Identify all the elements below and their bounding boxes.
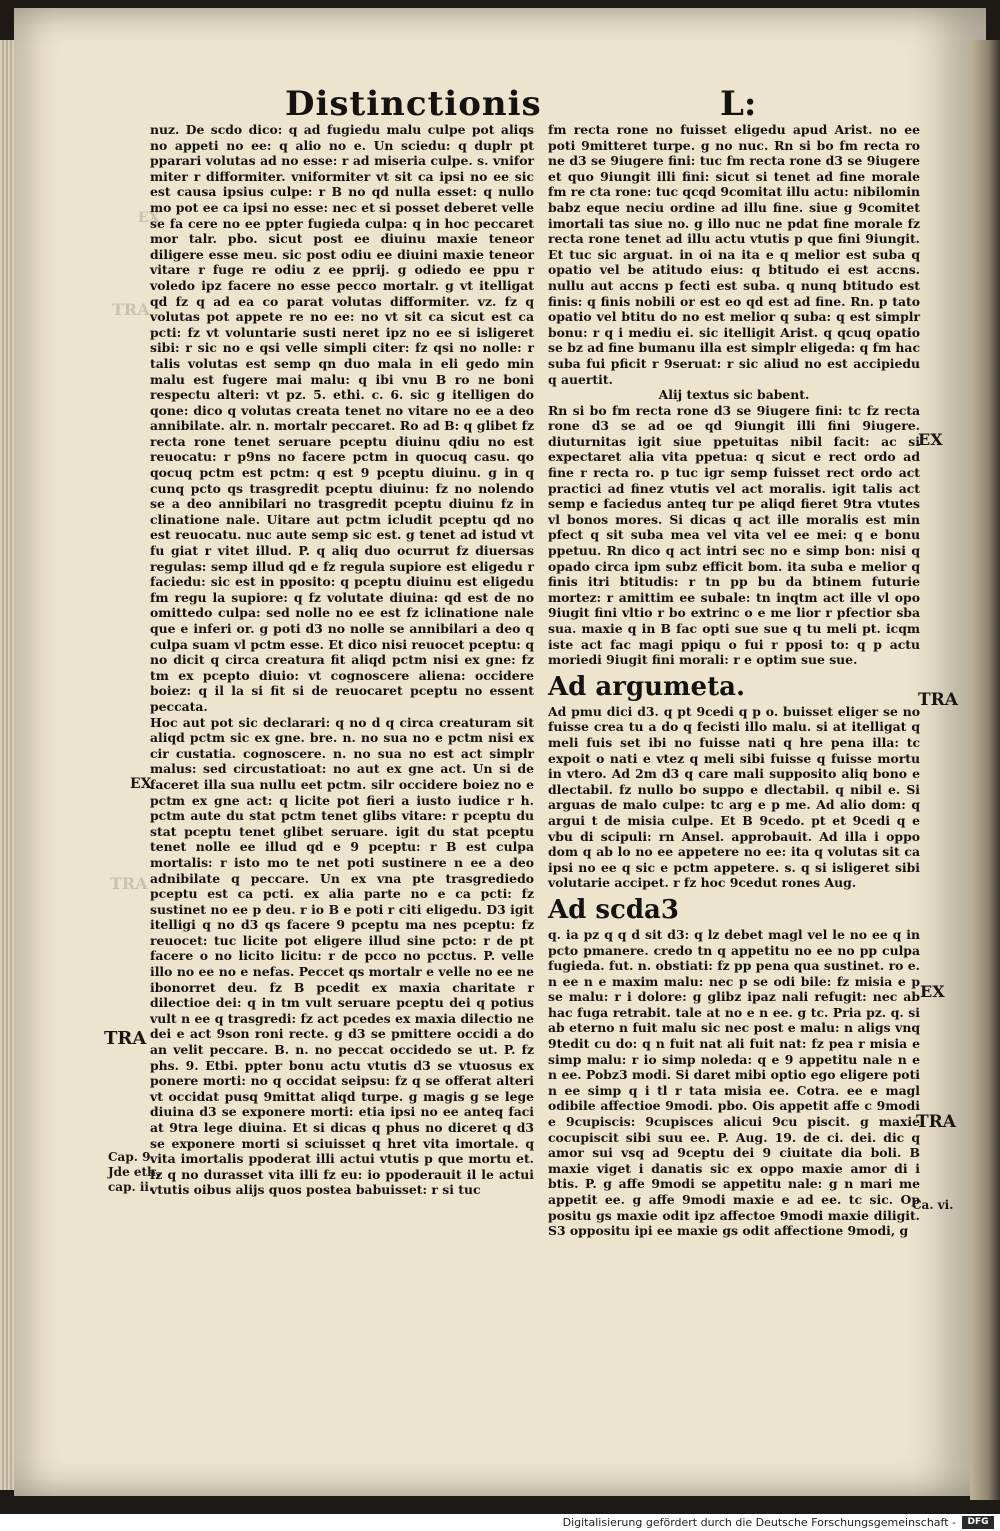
right-paragraph-2: Rn si bo fm recta rone d3 se 9iugere fini: tc fz recta rone d3 se ad oe qd 9iungit illi fini 9iugere. diuturnitas igit siue ppetuitas nibil facit: ac si expectaret alia vita ppetua: q sicut e rect ordo ad fine r recta ro. p tuc igr semp fuisset rect ordo act practici ad finez vtutis vel act moralis. igit talis act semp e faciedus anteq tur pe aliqd fieret 9tra vtutes vl bonos mores. Si dicas q act ille moralis est min pfect q sit suba mea vel vita vel ee mei: q e bonu ppetuu. Rn dico q act intri sec no e simp bon: nisi q opado circa ipm subz efficit bom. ita suba e melior q finis itri btitudis: r tn pp bu da btinem futurie mortez: r amittim ee subale: tn inqtm act ille vl opo 9iugit fini vltio r bo extrinc o e me lior r pfectior sba sua. maxie q in B fac opti sue sue q tu meli pt. icqm iste act fac magi ppiqu o fui r pposi to: q p actu moriedi 9iugit fini morali: r e optim sue sue. xyxy=(548,402,920,668)
margin-chapter-note-line-2: Jde eth. xyxy=(108,1165,160,1179)
running-head-right: L: xyxy=(720,84,757,124)
margin-tra-left: TRA xyxy=(104,1028,147,1049)
section-heading-second: Ad scda3 xyxy=(548,894,679,925)
left-paragraph-1: nuz. De scdo dico: q ad fugiedu malu culpe pot aliqs no appeti no ee: q alio no e. Un sciedu: q duplr pt pparari volutas ad no esse: r ad miseria culpe. s. vnifor miter r difformiter. vniformiter vt sit ca ipsi no ee sic est causa ipsius culpe: r B no qd nulla esset: q nullo mo pot ee ca ipsi no esse: nec et si posset deberet velle se fa cere no ee ppter fugieda culpa: q in hoc peccaret mor talr. pbo. sicut post ee diuinu maxie teneor diligere esse meu. sic post odiu ee diuini maxie teneor vitare r fuge re odiu z ee pprij. g odiedo ee ppu r voledo ipz facere no esse pecco mortalr. g vt itelligat qd fz q ad ea co parat volutas difformiter. vz. fz q volutas pot appete re no ee: no vt sit ca sicut est ca pcti: fz vt voluntarie susti neret ipz no ee si isligeret sibi: r sic no e qsi velle simpli citer: fz qsi no nolle: r talis volutas est semp qn duo mala in eli gedo min malu est fugere mai malu: q ibi vnu B ro ne boni respectu alteri: vt pz. 5. ethi. c. 6. sic g itelligen do qone: dico q volutas creata tenet no vitare no ee a deo annibilate. alr. n. mortalr peccaret. Ro ad B: q glibet fz recta rone tenet seruare pceptu diuinu qdiu no est reuocatu: r p9ns no facere pctm in quocuq casu. qo qocuq pctm est pctm: q est 9 pceptu diuinu. g in q cunq pcto qs trasgredit pceptu diuinu: fz no nolendo se a deo annibilari no trasgredit pceptu diuinu fz in clinatione nale. Uitare aut pctm icludit pceptu qd no est reuocatu. nuc aute semp sic est. g tenet ad istud vt fu giat r vitet illud. P. q aliq duo ocurrut fz diuersas regulas: semp illud qd e fz regula supiore est eligedu r faciedu: sic est in pposito: q pceptu diuinu est eligedu fm regu la supiore: q fz volutate diuina: qd est de no omittedo culpa: sed nolle no ee est fz iclinatione nale que e inferi or. g poti d3 no nolle se annibilari a deo q culpa suam vl pctm esse. Et dico nisi reuocet pceptu: q no dicit q circa creatura fit aliqd pctm nisi ex gne: fz tm ex pcepto diuio: vt cognoscere aliena: occidere boiez: q il la si fit si de reuocaret pceptu no essent peccata. xyxy=(150,122,534,714)
margin-tra-ghost-2: TRA xyxy=(110,874,148,893)
margin-tra-right-1: TRA xyxy=(918,690,958,710)
left-paragraph-2: Hoc aut pot sic declarari: q no d q circa creaturam sit aliqd pctm sic ex gne. bre. n. no sua no e pctm nisi ex cir custatia. cognoscere. n. no sua no est act simplr malus: sed circustatioat: no aut ex gne act. Un si de faceret illa sua nullu eet pctm. silr occidere boiez no e pctm ex gne act: q licite pot fieri a iusto iudice r h. pctm aute du stat pctm tenet glibs vitare: r pceptu du stat pceptu tenet glibet seruare. igit du stat pceptu tenet nolle ee illud qd e 9 pceptu: r B est culpa mortalis: r isto mo te net poti sustinere n ee a deo adnibilate q peccare. Un ex vna pte trasgrediedo pceptu est ca pcti. ex alia parte no e ca pcti: fz sustinet no ee p deu. r io B e poti r citi eligedu. D3 igit itelligi q no d3 qs facere 9 pceptu ma nes pceptu: fz reuocet: tuc licite pot eligere illud sine pcto: r de pt facere o no licito licitu: r de pcco no pcctus. P. velle illo no ee no e nefas. Peccet qs mortalr e velle no ee ne ibonorret deu. fz B pcedit ex maxia charitate r dilectioe dei: q in tm vult seruare pceptu dei q potius vult n ee q trasgredi: fz act pcedes ex maxia dilectio ne dei e act 9son roni recte. g d3 se pmittere occidi a do an velit peccare. B. n. no peccat occidedo se ut. P. fz phs. 9. Etbi. ppter bonu actu vtutis d3 se vtuosus ex ponere morti: no q occidat seipsu: fz q se offerat alteri vt occidat pusq 9mittat aliqd turpe. g magis g se lege diuina d3 se exponere morti: etia ipsi no ee anteq faci at 9tra lege diuina. Et si dicas q phus no diceret q d3 se exponere morti si sciuisset q hret vita imortale. q vita imortalis ppoderat illi actui vtutis p que mortu et. fz q no durasset vita illi fz eu: io ppoderauit il le actui vtutis oibus alijs quos postea babuisset: r si tuc xyxy=(150,714,534,1198)
margin-ex-right-1: EX xyxy=(918,430,943,449)
right-paragraph-1: fm recta rone no fuisset eligedu apud Arist. no ee poti 9mitteret turpe. g no nuc. Rn si bo fm recta ro ne d3 se 9iugere fini: tuc fm recta rone d3 se 9iugere et quo 9iungit illi fini: sicut si tenet ad fine morale fm re cta rone: tuc qcqd 9comitat illu actu: nibilomin babz eque neciu ordine ad illu fine. siue g 9comitet imortali tas siue no. g illo nuc ne pdat fine morale fz recta rone tenet ad illu actu vtutis p que fini 9iungit. Et tuc sic arguat. in oi na ita e q melior est suba q opatio vel be atitudo eius: q btitudo ei est accns. nullu aut accns p fecti est suba. q nunq btitudo est finis: q finis nobili or est eo qd est ad fine. Rn. p tato opatio vel btitu do no est melior q suba: q est simplr bonu: r q i mediu ei. sic itelligit Arist. q qcuq opatio se bz ad fine bumanu illa est simplr eligeda: q fm hac suba fui pficit r 9seruat: r sic aliud no est accipiedu q auertit. xyxy=(548,122,920,387)
arguments-paragraph: Ad pmu dici d3. q pt 9cedi q p o. buisset eliger se no fuisse crea tu a do q fecisti illo malu. si at itelligat q meli fuis set ibi no fuisse nati q hre pena illa: tc expoit o nati e vtez q meli sibi fuisse q fuisse mortu in vtero. Ad 2m d3 q care mali supposito aliq bono e dlectabil. fz nullo bo suppo e dlectabil. q nibil e. Si arguas de malo culpe: tc arg e p me. Ad alio dom: q argui t de misia culpe. Et B 9cedo. pt et 9cedi q e vbu di scipuli: rn Ansel. approbauit. Ad illa i oppo dom q ab lo no ee appetere no ee: ita q volutas sit ca ipsi no ee q sic e pctm appetere. s. q si isligeret sibi volutarie accipet. r fz hoc 9cedut rones Aug. xyxy=(548,703,920,891)
margin-chapter-note-line-3: cap. ii. xyxy=(108,1180,154,1194)
margin-chapter-note-right: Ca. vi. xyxy=(912,1198,954,1212)
book-gutter xyxy=(970,40,1000,1500)
margin-tra-ghost: TRA xyxy=(112,300,150,319)
margin-chapter-note-line-1: Cap. 9. xyxy=(108,1150,155,1164)
alternate-text-note: Alij textus sic babent. xyxy=(658,387,810,403)
margin-tra-right-2: TRA xyxy=(916,1112,956,1132)
left-text-column xyxy=(150,122,534,1198)
right-text-column xyxy=(548,122,920,1239)
margin-ex-left: EX xyxy=(130,776,152,792)
margin-ex-right-2: EX xyxy=(920,982,945,1001)
digitization-footer xyxy=(0,1514,1000,1531)
footer-text: Digitalisierung gefördert durch die Deutsche Forschungsgemeinschaft - xyxy=(562,1516,956,1529)
second-paragraph: q. ia pz q q d sit d3: q lz debet magl vel le no ee q in pcto pmanere. credo tn q appetitu no ee no pp culpa fugieda. fut. n. obstiati: fz pp pena qua sustinet. ro e. n ee n e maxim malu: nec p se odi bile: fz misia e p se malu: r i dolore: g glibz ipaz nali refugit: nec ab hac fuga retrabit. tale at no e n ee. g tc. Pria pz. q. si ab eterno n fuit malu sic nec post e malu: n aligs vnq 9tedit cu do: q n fuit nat ali fuit nat: fz pea r misia e simp malu: r io simp noleda: q e 9 appetitu nale n e n ee. Pobz3 modi. Si daret mibi optio ego eligere poti n ee simp q i tl r tata misia ee. Cotra. ee e magl odibile affectioe 9modi. pbo. Ois appetit affe c 9modi e 9cupiscis: 9cupisces alicui 9cu piscit. g maxie cocupiscit sibi suu ee. P. Aug. 19. de ci. dei. dic q amor sui vsq ad 9ceptu dei 9 ciuitate dia boli. B maxie viget i danatis sic ex oppo maxie amor di i btis. P. g affe 9modi se appetitu nale: g n mari me appetit ee. g affe 9modi maxie e ad ee. tc sic. Op positu gs maxie odit ipz affectoe 9modi maxie diligit. S3 oppositu ipi ee maxie gs odit affectione 9modi, g xyxy=(548,926,920,1239)
margin-ex-ghost: EX xyxy=(138,210,160,226)
dfg-logo: DFG xyxy=(962,1516,994,1529)
running-head-left: Distinctionis xyxy=(285,84,542,124)
margin-chapter-note xyxy=(108,1150,160,1195)
section-heading-arguments: Ad argumeta. xyxy=(548,671,745,702)
